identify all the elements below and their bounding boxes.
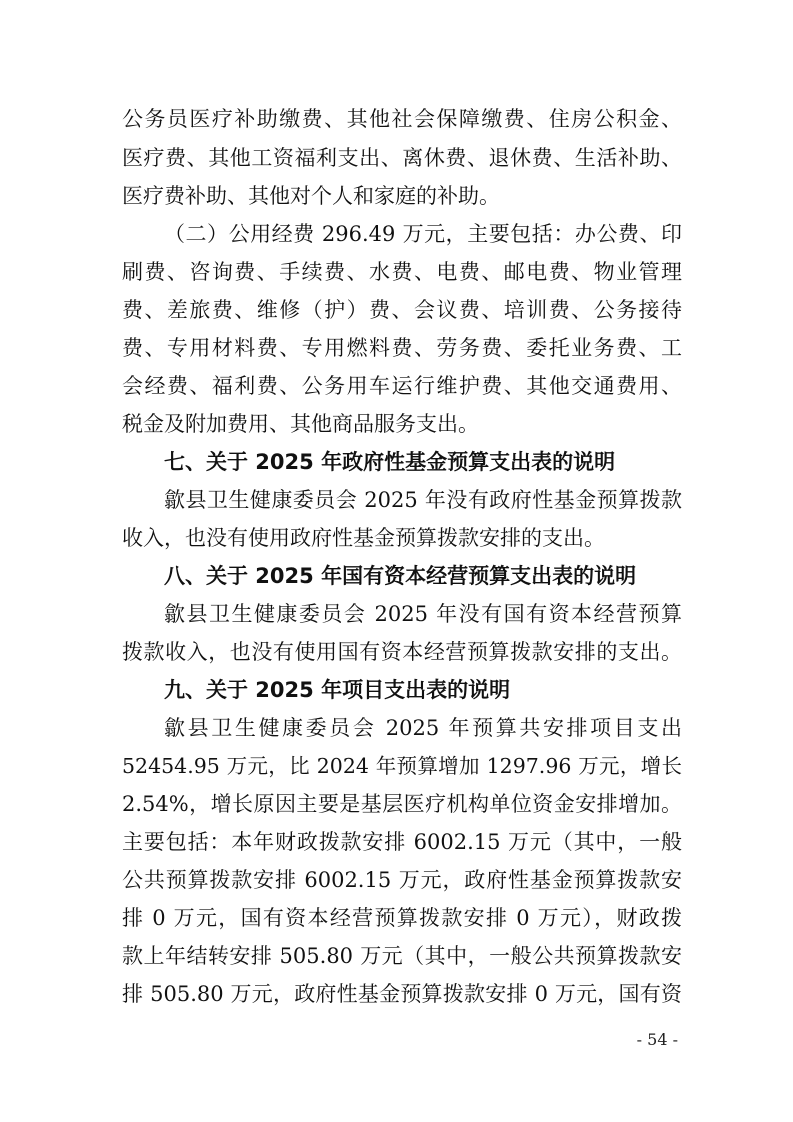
body-line: 主要包括：本年财政拨款安排 6002.15 万元（其中，一般 [122,830,682,854]
body-line: 医疗费、其他工资福利支出、离休费、退休费、生活补助、 [122,146,682,170]
section-heading-8: 八、关于 2025 年国有资本经营预算支出表的说明 [164,564,637,588]
body-line: 52454.95 万元，比 2024 年预算增加 1297.96 万元，增长 [122,754,682,778]
body-line: 2.54%，增长原因主要是基层医疗机构单位资金安排增加。 [122,792,682,816]
section-heading-7: 七、关于 2025 年政府性基金预算支出表的说明 [164,450,616,474]
body-line: （二）公用经费 296.49 万元，主要包括：办公费、印 [164,222,682,246]
body-line: 税金及附加费用、其他商品服务支出。 [122,412,479,436]
body-line: 排 505.80 万元，政府性基金预算拨款安排 0 万元，国有资 [122,982,682,1006]
body-line: 公务员医疗补助缴费、其他社会保障缴费、住房公积金、 [122,107,682,131]
body-line: 款上年结转安排 505.80 万元（其中，一般公共预算拨款安 [122,944,682,968]
body-line: 刷费、咨询费、手续费、水费、电费、邮电费、物业管理 [122,260,682,284]
page-number: - 54 - [636,1030,678,1049]
body-line: 拨款收入，也没有使用国有资本经营预算拨款安排的支出。 [122,640,682,664]
body-line: 会经费、福利费、公务用车运行维护费、其他交通费用、 [122,374,682,398]
body-line: 费、差旅费、维修（护）费、会议费、培训费、公务接待 [122,298,682,322]
body-line: 歙县卫生健康委员会 2025 年没有政府性基金预算拨款 [164,488,682,512]
body-line: 歙县卫生健康委员会 2025 年没有国有资本经营预算 [164,602,682,626]
body-line: 公共预算拨款安排 6002.15 万元，政府性基金预算拨款安 [122,868,682,892]
body-line: 收入，也没有使用政府性基金预算拨款安排的支出。 [122,526,605,550]
body-line: 费、专用材料费、专用燃料费、劳务费、委托业务费、工 [122,336,682,360]
body-line: 排 0 万元，国有资本经营预算拨款安排 0 万元），财政拨 [122,906,682,930]
body-line: 歙县卫生健康委员会 2025 年预算共安排项目支出 [164,716,682,740]
section-heading-9: 九、关于 2025 年项目支出表的说明 [164,678,511,702]
body-line: 医疗费补助、其他对个人和家庭的补助。 [122,184,500,208]
